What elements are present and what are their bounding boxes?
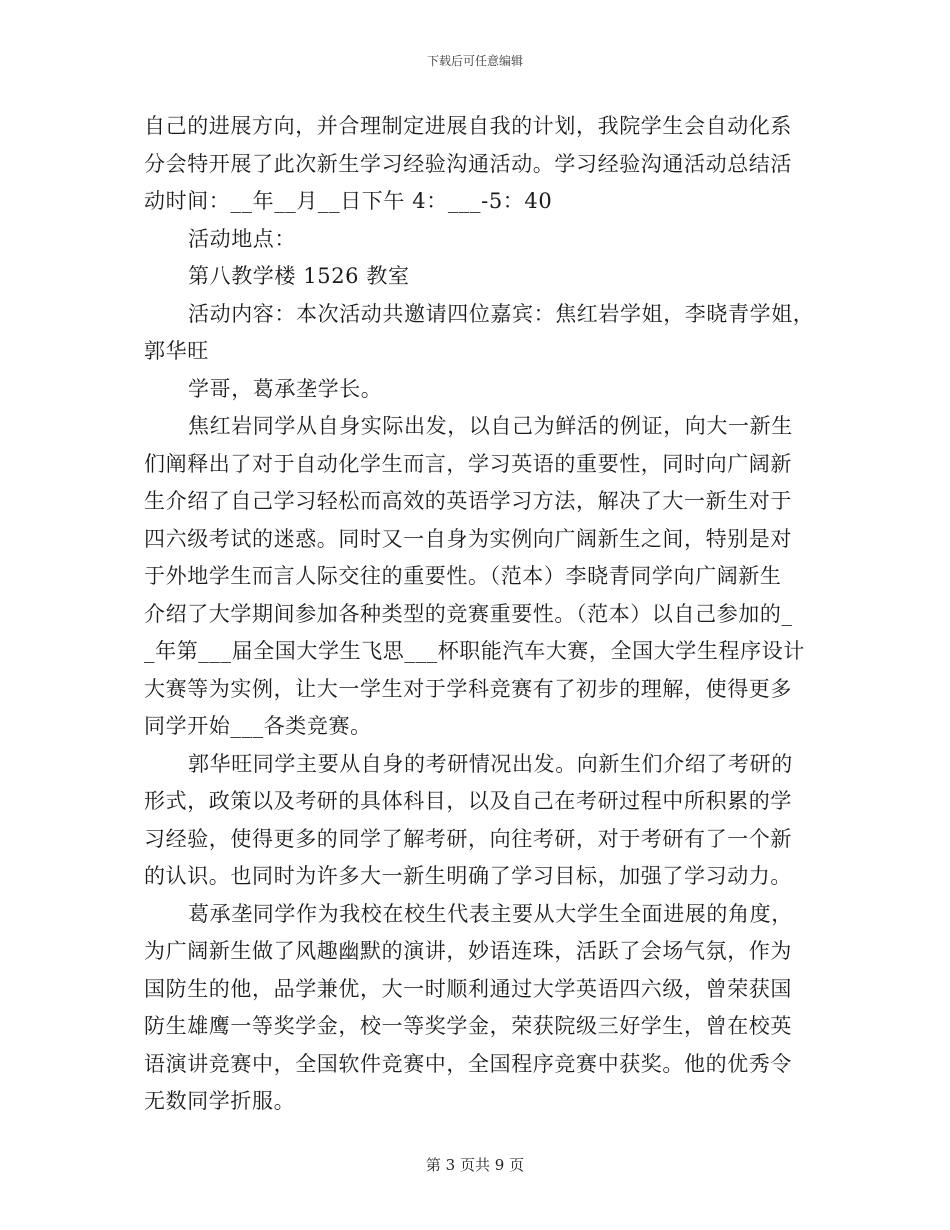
body-line: 同学开始___各类竞赛。	[144, 714, 372, 738]
body-line: 生介绍了自己学习轻松而高效的英语学习方法，解决了大一新生对于	[144, 489, 792, 513]
body-line: 焦红岩同学从自身实际出发，以自己为鲜活的例证，向大一新生	[188, 414, 793, 438]
body-line: 防生雄鹰一等奖学金，校一等奖学金，荣获院级三好学生，曾在校英	[144, 1014, 792, 1038]
body-line: 介绍了大学期间参加各种类型的竞赛重要性。（范本）以自己参加的_	[144, 601, 793, 626]
body-line: 学哥，葛承垄学长。	[188, 376, 383, 401]
body-line: 习经验，使得更多的同学了解考研，向往考研，对于考研有了一个新	[144, 826, 792, 851]
page-footer: 第 3 页共 9 页	[425, 1156, 525, 1174]
document-body	[144, 108, 816, 1121]
body-line: 自己的进展方向，并合理制定进展自我的计划，我院学生会自动化系	[144, 114, 792, 138]
body-line: 的认识。也同时为许多大一新生明确了学习目标，加强了学习动力。	[144, 864, 792, 888]
body-line: 形式，政策以及考研的具体科目，以及自己在考研过程中所积累的学	[144, 789, 792, 813]
body-line: 第八教学楼 1526 教室	[188, 264, 410, 288]
body-line: 为广阔新生做了风趣幽默的演讲，妙语连珠，活跃了会场气氛，作为	[144, 939, 792, 963]
body-line: 四六级考试的迷惑。同时又一自身为实例向广阔新生之间，特别是对	[144, 526, 792, 551]
body-line: 国防生的他，品学兼优，大一时顺利通过大学英语四六级，曾荣获国	[144, 976, 792, 1001]
body-line: 们阐释出了对于自动化学生而言，学习英语的重要性，同时向广阔新	[144, 451, 792, 476]
body-line: 分会特开展了此次新生学习经验沟通活动。学习经验沟通活动总结活	[144, 151, 792, 176]
body-line: 葛承垄同学作为我校在校生代表主要从大学生全面进展的角度，	[188, 901, 793, 926]
body-line: 活动内容：本次活动共邀请四位嘉宾：焦红岩学姐，李晓青学姐，	[188, 301, 815, 326]
body-line: 语演讲竞赛中，全国软件竞赛中，全国程序竞赛中获奖。他的优秀令	[144, 1051, 792, 1076]
body-line: 动时间：__年__月__日下午 4：___-5：40	[144, 189, 553, 213]
body-line: 郭华旺同学主要从自身的考研情况出发。向新生们介绍了考研的	[188, 751, 793, 776]
body-line: 大赛等为实例，让大一学生对于学科竞赛有了初步的理解，使得更多	[144, 676, 792, 701]
body-line: _年第___届全国大学生飞思___杯职能汽车大赛，全国大学生程序设计	[144, 639, 805, 663]
body-line: 活动地点：	[188, 226, 296, 251]
page-header: 下载后可任意编辑	[426, 54, 523, 68]
body-line: 无数同学折服。	[144, 1089, 296, 1113]
body-line: 郭华旺	[144, 339, 209, 363]
body-line: 于外地学生而言人际交往的重要性。（范本）李晓青同学向广阔新生	[144, 564, 782, 588]
